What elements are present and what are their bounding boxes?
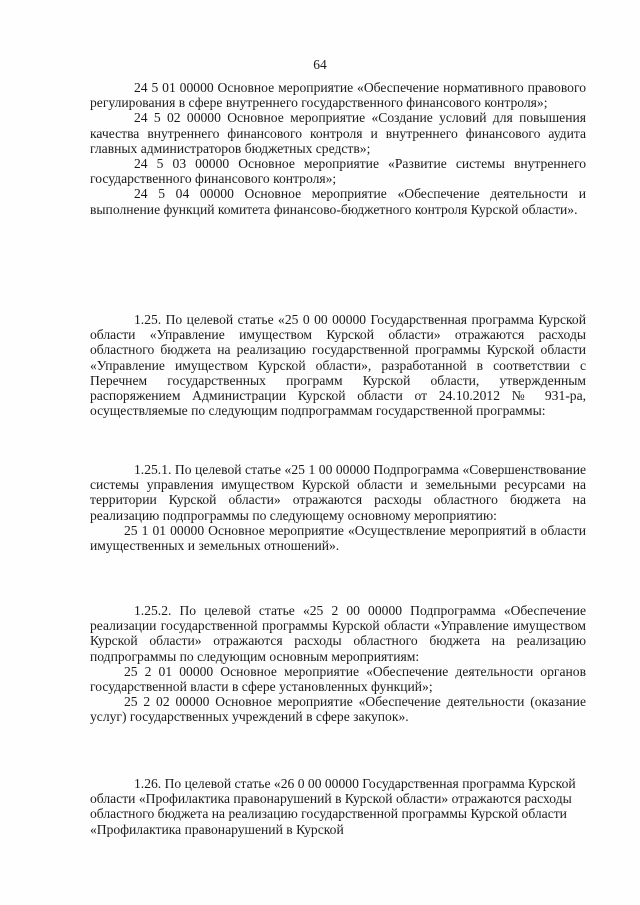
- paragraph: 1.25. По целевой статье «25 0 00 00000 Государственная программа Курской области «Управление имуществом Курской области» отражаются расходы областного бюджета на реализацию государственной программы Курской области «Управление имуществом Курской области», разработанной в соответствии с Перечнем государственных программ Курской области, утвержденным распоряжением Администрации Курской области от 24.10.2012 № 931-ра, осуществляемые по следующим подпрограммам государственной программы:: [90, 312, 586, 419]
- paragraph: 24 5 03 00000 Основное мероприятие «Развитие системы внутреннего государственного финансового контроля»;: [90, 156, 586, 187]
- text-block: [90, 80, 586, 217]
- paragraph: 25 1 01 00000 Основное мероприятие «Осуществление мероприятий в области имущественных и земельных отношений».: [90, 522, 586, 554]
- text-block: [90, 603, 586, 725]
- page-number: 64: [313, 57, 327, 72]
- paragraph: 1.26. По целевой статье «26 0 00 00000 Государственная программа Курской области «Профилактика правонарушений в Курской области» отражаются расходы областного бюджета на реализацию государственной программы Курской области «Профилактика правонарушений в Курской: [90, 776, 576, 837]
- paragraph: 25 2 01 00000 Основное мероприятие «Обеспечение деятельности органов государственной власти в сфере установленных функций»;: [90, 663, 586, 695]
- paragraph: 1.25.1. По целевой статье «25 1 00 00000 Подпрограмма «Совершенствование системы управления имуществом Курской области и земельными ресурсами на территории Курской области» отражаются расходы областного бюджета на реализацию подпрограммы по следующему основному мероприятию:: [90, 462, 586, 523]
- paragraph: 24 5 04 00000 Основное мероприятие «Обеспечение деятельности и выполнение функций комитета финансово-бюджетного контроля Курской области».: [90, 186, 586, 217]
- paragraph: 24 5 01 00000 Основное мероприятие «Обеспечение нормативного правового регулирования в сфере внутреннего государственного финансового контроля»;: [90, 80, 586, 111]
- paragraph: 24 5 02 00000 Основное мероприятие «Создание условий для повышения качества внутреннего финансового контроля и внутреннего финансового аудита главных администраторов бюджетных средств»;: [90, 110, 586, 156]
- paragraph: 25 2 02 00000 Основное мероприятие «Обеспечение деятельности (оказание услуг) государственных учреждений в сфере закупок».: [90, 694, 586, 725]
- text-block: [90, 462, 586, 553]
- text-block: [90, 776, 586, 837]
- paragraph: 1.25.2. По целевой статье «25 2 00 00000 Подпрограмма «Обеспечение реализации государственной программы Курской области «Управление имуществом Курской области» отражаются расходы областного бюджета на реализацию подпрограммы по следующим основным мероприятиям:: [90, 603, 586, 664]
- text-block: [90, 312, 586, 418]
